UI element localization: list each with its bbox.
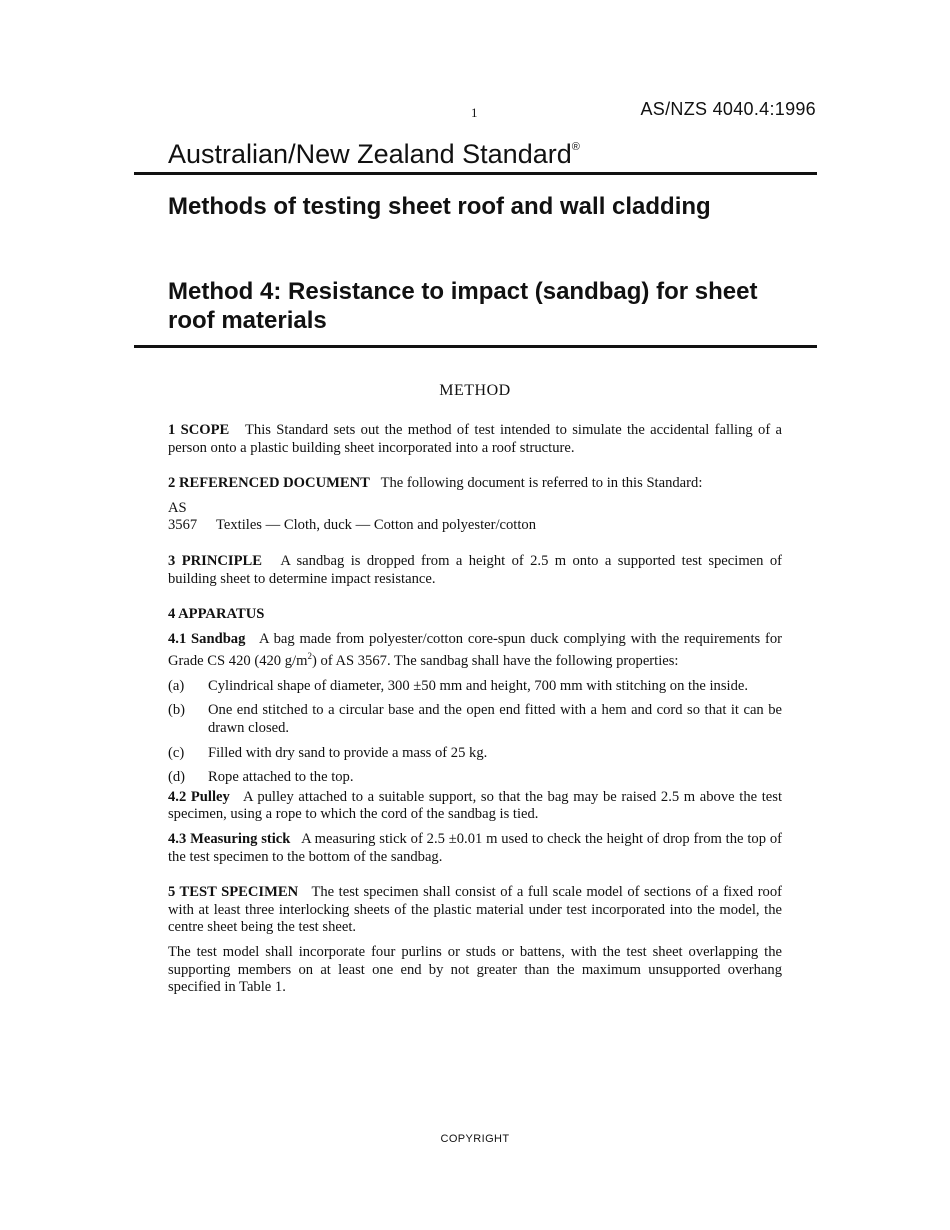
method-heading: METHOD xyxy=(439,382,511,399)
section-principle xyxy=(168,553,782,588)
registered-mark: ® xyxy=(571,141,580,153)
section-heading: 3 PRINCIPLE xyxy=(168,552,262,569)
reference-number: 3567 xyxy=(168,517,198,534)
list-item xyxy=(168,678,782,696)
copyright-footer: COPYRIGHT xyxy=(440,1133,510,1145)
list-item xyxy=(168,702,782,737)
reference-title: Textiles — Cloth, duck — Cotton and polyester/cotton xyxy=(216,517,537,534)
list-text: Rope attached to the top. xyxy=(208,769,354,786)
section-text: A sandbag is dropped from a height of 2.5 m onto a supported test specimen of building sheet to determine impact resistance. xyxy=(168,552,782,587)
list-item xyxy=(168,745,782,763)
standard-name xyxy=(168,139,580,170)
superscript: 2 xyxy=(307,651,312,662)
section-test-specimen xyxy=(168,884,782,937)
section-heading: 5 TEST SPECIMEN xyxy=(168,884,299,901)
list-text: Cylindrical shape of diameter, 300 ±50 mm and height, 700 mm with stitching on the inside. xyxy=(208,677,749,694)
section-apparatus-heading: 4 APPARATUS xyxy=(168,606,265,623)
section-scope xyxy=(168,422,782,457)
section-referenced-document xyxy=(168,475,782,493)
document-code: AS/NZS 4040.4:1996 xyxy=(640,99,816,119)
main-title: Methods of testing sheet roof and wall cladding xyxy=(168,193,711,220)
subsection-text: A bag made from polyester/cotton core-spun duck complying with the requirements for Grade CS 420 (420 g/m xyxy=(168,630,783,670)
standard-name-text: Australian/New Zealand Standard xyxy=(168,139,572,169)
list-item xyxy=(168,769,782,787)
subsection-text: A pulley attached to a suitable support, so that the bag may be raised 2.5 m above the test specimen, using a rope to which the cord of the sandbag is tied. xyxy=(168,788,783,823)
subsection-text: A measuring stick of 2.5 ±0.01 m used to check the height of drop from the top of the test specimen to the bottom of the sandbag. xyxy=(168,830,782,865)
section-text-paragraph: The test model shall incorporate four purlins or studs or battens, with the test sheet overlapping the supporting members on at least one end by not greater than the maximum unsupported overhang specified in Table 1. xyxy=(168,943,782,996)
page-number: 1 xyxy=(471,105,478,120)
top-rule xyxy=(134,172,817,175)
list-text: Filled with dry sand to provide a mass of 25 kg. xyxy=(208,744,488,761)
subsection-heading: 4.1 Sandbag xyxy=(168,630,246,647)
list-label: (c) xyxy=(168,744,185,761)
section-text: The following document is referred to in this Standard: xyxy=(380,475,703,492)
section-text: The test specimen shall consist of a full scale model of sections of a fixed roof with at least three interlocking sheets of the plastic material under test incorporated into the model, the centre sheet being the test sheet. xyxy=(168,884,783,936)
list-label: (b) xyxy=(168,702,186,719)
subsection-pulley xyxy=(168,789,782,824)
reference-entry xyxy=(168,517,782,535)
subsection-measuring-stick xyxy=(168,831,782,866)
subsection-heading: 4.3 Measuring stick xyxy=(168,830,291,847)
sub-title: Method 4: Resistance to impact (sandbag) for sheet roof materials xyxy=(168,278,758,334)
section-heading: 2 REFERENCED DOCUMENT xyxy=(168,475,370,492)
bottom-rule xyxy=(134,345,817,348)
list-label: (a) xyxy=(168,677,185,694)
list-text: One end stitched to a circular base and the open end fitted with a hem and cord so that it can be drawn closed. xyxy=(208,702,782,736)
subsection-heading: 4.2 Pulley xyxy=(168,788,230,805)
reference-prefix: AS xyxy=(168,499,187,516)
list-label: (d) xyxy=(168,769,186,786)
subsection-text: ) of AS 3567. The sandbag shall have the following properties: xyxy=(311,653,679,670)
section-heading: 1 SCOPE xyxy=(168,422,230,438)
section-text: This Standard sets out the method of test intended to simulate the accidental falling of a person onto a plastic building sheet incorporated into a roof structure. xyxy=(168,422,782,456)
subsection-sandbag xyxy=(168,631,782,671)
body-text xyxy=(168,422,782,997)
